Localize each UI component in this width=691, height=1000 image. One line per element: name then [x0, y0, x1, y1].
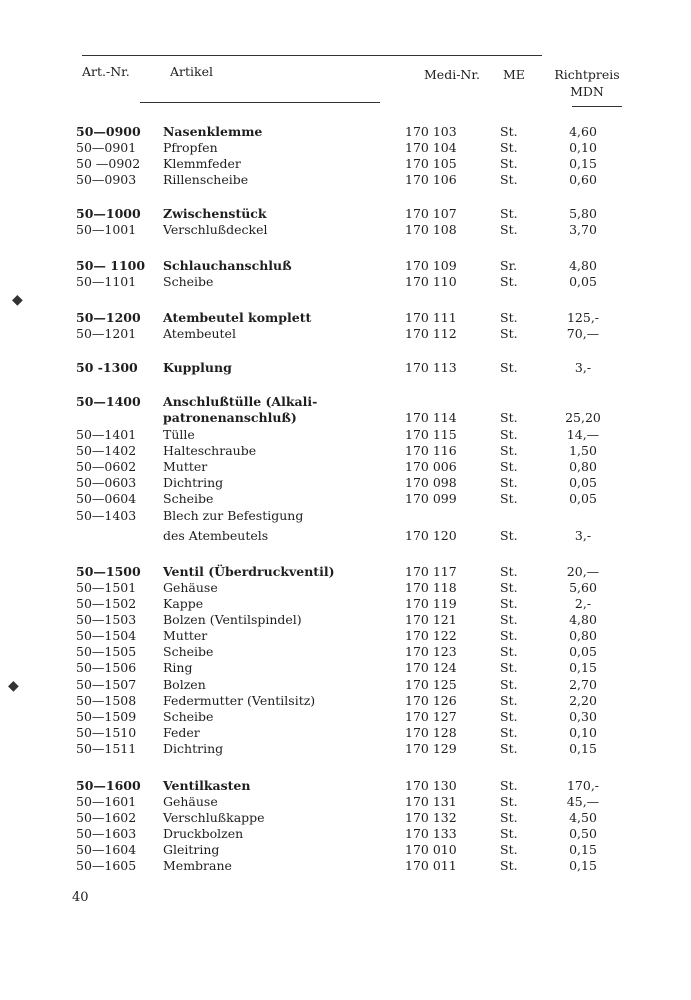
- art-number-cell: 50—1600: [76, 778, 141, 793]
- price-cell: 14,—: [566, 427, 600, 442]
- price-cell: 0,05: [569, 475, 597, 490]
- article-name-cell: Gehäuse: [163, 580, 218, 595]
- price-cell: 0,50: [569, 826, 597, 841]
- article-name-cell: Verschlußdeckel: [163, 222, 268, 237]
- art-number-cell: 50 —0902: [76, 156, 141, 171]
- unit-cell: St.: [500, 644, 518, 659]
- unit-cell: St.: [500, 443, 518, 458]
- price-cell: 0,05: [569, 274, 597, 289]
- unit-cell: St.: [500, 310, 518, 325]
- margin-mark-bottom: ◆: [8, 678, 19, 694]
- medi-number-cell: 170 131: [405, 794, 457, 809]
- art-number-cell: 50—1403: [76, 508, 137, 523]
- medi-number-cell: 170 129: [405, 741, 457, 756]
- art-number-cell: 50—1101: [76, 274, 137, 289]
- art-number-cell: 50—1501: [76, 580, 137, 595]
- art-number-cell: 50—1000: [76, 206, 141, 221]
- price-cell: 0,15: [569, 858, 597, 873]
- medi-number-cell: 170 123: [405, 644, 457, 659]
- article-name-cell: Blech zur Befestigung: [163, 508, 304, 523]
- article-name-cell: Verschlußkappe: [163, 810, 265, 825]
- article-name-cell: Scheibe: [163, 274, 214, 289]
- header-rule-right: [572, 106, 622, 107]
- article-name-cell: Dichtring: [163, 741, 224, 756]
- art-number-cell: 50—1504: [76, 628, 137, 643]
- price-cell: 0,10: [569, 725, 597, 740]
- unit-cell: Sr.: [500, 258, 518, 273]
- art-number-cell: 50— 1100: [76, 258, 146, 273]
- medi-number-cell: 170 104: [405, 140, 457, 155]
- medi-number-cell: 170 122: [405, 628, 457, 643]
- unit-cell: St.: [500, 206, 518, 221]
- header-medi-nr: Medi-Nr.: [424, 67, 480, 82]
- price-cell: 3,70: [569, 222, 597, 237]
- article-name-cell: Atembeutel: [163, 326, 236, 341]
- article-name-cell: Ring: [163, 660, 193, 675]
- price-cell: 25,20: [565, 410, 601, 425]
- medi-number-cell: 170 130: [405, 778, 457, 793]
- article-name-cell: Anschlußtülle (Alkali-: [163, 394, 318, 409]
- unit-cell: St.: [500, 459, 518, 474]
- article-name-cell: des Atembeutels: [163, 528, 269, 543]
- article-name-cell: Scheibe: [163, 709, 214, 724]
- article-name-cell: Ventil (Überdruckventil): [163, 564, 335, 579]
- unit-cell: St.: [500, 326, 518, 341]
- price-cell: 0,10: [569, 140, 597, 155]
- price-cell: 0,05: [569, 644, 597, 659]
- price-cell: 0,15: [569, 660, 597, 675]
- art-number-cell: 50—1603: [76, 826, 137, 841]
- art-number-cell: 50—1505: [76, 644, 137, 659]
- medi-number-cell: 170 117: [405, 564, 457, 579]
- price-cell: 125,-: [566, 310, 600, 325]
- price-cell: 3,-: [574, 360, 592, 375]
- art-number-cell: 50 -1300: [76, 360, 138, 375]
- unit-cell: St.: [500, 810, 518, 825]
- medi-number-cell: 170 132: [405, 810, 457, 825]
- article-name-cell: Halteschraube: [163, 443, 257, 458]
- unit-cell: St.: [500, 693, 518, 708]
- unit-cell: St.: [500, 172, 518, 187]
- art-number-cell: 50—1401: [76, 427, 137, 442]
- medi-number-cell: 170 103: [405, 124, 457, 139]
- article-name-cell: Bolzen (Ventilspindel): [163, 612, 302, 627]
- unit-cell: St.: [500, 794, 518, 809]
- top-rule: [82, 55, 542, 56]
- medi-number-cell: 170 118: [405, 580, 457, 595]
- unit-cell: St.: [500, 274, 518, 289]
- article-name-cell: Scheibe: [163, 491, 214, 506]
- price-cell: 0,05: [569, 491, 597, 506]
- price-cell: 2,-: [574, 596, 592, 611]
- art-number-cell: 50—1509: [76, 709, 137, 724]
- unit-cell: St.: [500, 660, 518, 675]
- medi-number-cell: 170 128: [405, 725, 457, 740]
- medi-number-cell: 170 125: [405, 677, 457, 692]
- price-cell: 0,60: [569, 172, 597, 187]
- art-number-cell: 50—0604: [76, 491, 137, 506]
- price-cell: 0,15: [569, 741, 597, 756]
- article-name-cell: Membrane: [163, 858, 232, 873]
- art-number-cell: 50—1201: [76, 326, 137, 341]
- medi-number-cell: 170 133: [405, 826, 457, 841]
- price-cell: 3,-: [574, 528, 592, 543]
- art-number-cell: 50—0900: [76, 124, 141, 139]
- medi-number-cell: 170 120: [405, 528, 457, 543]
- medi-number-cell: 170 107: [405, 206, 457, 221]
- article-name-cell: Dichtring: [163, 475, 224, 490]
- art-number-cell: 50—1500: [76, 564, 141, 579]
- art-number-cell: 50—1506: [76, 660, 137, 675]
- art-number-cell: 50—1507: [76, 677, 137, 692]
- unit-cell: St.: [500, 564, 518, 579]
- art-number-cell: 50—1200: [76, 310, 141, 325]
- unit-cell: St.: [500, 580, 518, 595]
- medi-number-cell: 170 115: [405, 427, 457, 442]
- price-cell: 0,80: [569, 459, 597, 474]
- article-name-cell: Druckbolzen: [163, 826, 244, 841]
- medi-number-cell: 170 108: [405, 222, 457, 237]
- price-cell: 0,15: [569, 156, 597, 171]
- article-name-cell: Ventilkasten: [163, 778, 251, 793]
- article-name-cell: Bolzen: [163, 677, 206, 692]
- unit-cell: St.: [500, 528, 518, 543]
- article-name-cell: Rillenscheibe: [163, 172, 249, 187]
- price-cell: 4,60: [569, 124, 597, 139]
- unit-cell: St.: [500, 741, 518, 756]
- art-number-cell: 50—0603: [76, 475, 137, 490]
- unit-cell: St.: [500, 427, 518, 442]
- price-cell: 45,—: [566, 794, 600, 809]
- article-name-cell: Tülle: [163, 427, 195, 442]
- art-number-cell: 50—0901: [76, 140, 137, 155]
- header-artikel: Artikel: [170, 64, 213, 79]
- unit-cell: St.: [500, 709, 518, 724]
- medi-number-cell: 170 126: [405, 693, 457, 708]
- medi-number-cell: 170 116: [405, 443, 457, 458]
- art-number-cell: 50—1602: [76, 810, 137, 825]
- art-number-cell: 50—1400: [76, 394, 141, 409]
- price-cell: 4,50: [569, 810, 597, 825]
- price-cell: 170,-: [566, 778, 600, 793]
- unit-cell: St.: [500, 596, 518, 611]
- header-richtpreis: Richtpreis: [554, 67, 620, 82]
- price-cell: 0,30: [569, 709, 597, 724]
- article-name-cell: Zwischenstück: [163, 206, 267, 221]
- medi-number-cell: 170 011: [405, 858, 457, 873]
- medi-number-cell: 170 105: [405, 156, 457, 171]
- article-name-cell: Scheibe: [163, 644, 214, 659]
- art-number-cell: 50—1510: [76, 725, 137, 740]
- price-cell: 0,15: [569, 842, 597, 857]
- medi-number-cell: 170 111: [405, 310, 457, 325]
- art-number-cell: 50—1502: [76, 596, 137, 611]
- header-art-nr: Art.-Nr.: [82, 64, 130, 79]
- art-number-cell: 50—1402: [76, 443, 137, 458]
- art-number-cell: 50—1605: [76, 858, 137, 873]
- medi-number-cell: 170 099: [405, 491, 457, 506]
- unit-cell: St.: [500, 725, 518, 740]
- unit-cell: St.: [500, 491, 518, 506]
- medi-number-cell: 170 112: [405, 326, 457, 341]
- unit-cell: St.: [500, 858, 518, 873]
- art-number-cell: 50—1604: [76, 842, 137, 857]
- price-cell: 5,60: [569, 580, 597, 595]
- article-name-cell: Federmutter (Ventilsitz): [163, 693, 316, 708]
- medi-number-cell: 170 119: [405, 596, 457, 611]
- article-name-cell: Kappe: [163, 596, 204, 611]
- medi-number-cell: 170 110: [405, 274, 457, 289]
- unit-cell: St.: [500, 140, 518, 155]
- price-cell: 4,80: [569, 612, 597, 627]
- medi-number-cell: 170 010: [405, 842, 457, 857]
- unit-cell: St.: [500, 612, 518, 627]
- price-cell: 2,70: [569, 677, 597, 692]
- header-mdn: MDN: [570, 84, 604, 99]
- price-cell: 4,80: [569, 258, 597, 273]
- article-name-cell: Schlauchanschluß: [163, 258, 292, 273]
- margin-mark-top: ◆: [12, 292, 23, 308]
- art-number-cell: 50—0903: [76, 172, 137, 187]
- unit-cell: St.: [500, 410, 518, 425]
- article-name-cell: Klemmfeder: [163, 156, 241, 171]
- unit-cell: St.: [500, 156, 518, 171]
- article-name-cell: patronenanschluß): [163, 410, 297, 425]
- article-name-cell: Mutter: [163, 628, 208, 643]
- price-cell: 1,50: [569, 443, 597, 458]
- medi-number-cell: 170 113: [405, 360, 457, 375]
- art-number-cell: 50—1511: [76, 741, 137, 756]
- article-name-cell: Nasenklemme: [163, 124, 263, 139]
- price-cell: 20,—: [566, 564, 600, 579]
- medi-number-cell: 170 127: [405, 709, 457, 724]
- art-number-cell: 50—1508: [76, 693, 137, 708]
- unit-cell: St.: [500, 360, 518, 375]
- article-name-cell: Gehäuse: [163, 794, 218, 809]
- article-name-cell: Kupplung: [163, 360, 232, 375]
- page-number: 40: [72, 890, 89, 905]
- unit-cell: St.: [500, 222, 518, 237]
- price-cell: 0,80: [569, 628, 597, 643]
- medi-number-cell: 170 121: [405, 612, 457, 627]
- medi-number-cell: 170 006: [405, 459, 457, 474]
- price-cell: 70,—: [566, 326, 600, 341]
- art-number-cell: 50—0602: [76, 459, 137, 474]
- article-name-cell: Gleitring: [163, 842, 220, 857]
- article-name-cell: Pfropfen: [163, 140, 218, 155]
- medi-number-cell: 170 106: [405, 172, 457, 187]
- medi-number-cell: 170 124: [405, 660, 457, 675]
- unit-cell: St.: [500, 124, 518, 139]
- unit-cell: St.: [500, 842, 518, 857]
- medi-number-cell: 170 114: [405, 410, 457, 425]
- art-number-cell: 50—1503: [76, 612, 137, 627]
- medi-number-cell: 170 109: [405, 258, 457, 273]
- unit-cell: St.: [500, 778, 518, 793]
- price-cell: 5,80: [569, 206, 597, 221]
- art-number-cell: 50—1601: [76, 794, 137, 809]
- article-name-cell: Atembeutel komplett: [163, 310, 312, 325]
- header-me: ME: [503, 67, 525, 82]
- price-cell: 2,20: [569, 693, 597, 708]
- unit-cell: St.: [500, 475, 518, 490]
- header-rule-left: [140, 102, 380, 103]
- medi-number-cell: 170 098: [405, 475, 457, 490]
- unit-cell: St.: [500, 826, 518, 841]
- unit-cell: St.: [500, 628, 518, 643]
- article-name-cell: Feder: [163, 725, 200, 740]
- article-name-cell: Mutter: [163, 459, 208, 474]
- art-number-cell: 50—1001: [76, 222, 137, 237]
- unit-cell: St.: [500, 677, 518, 692]
